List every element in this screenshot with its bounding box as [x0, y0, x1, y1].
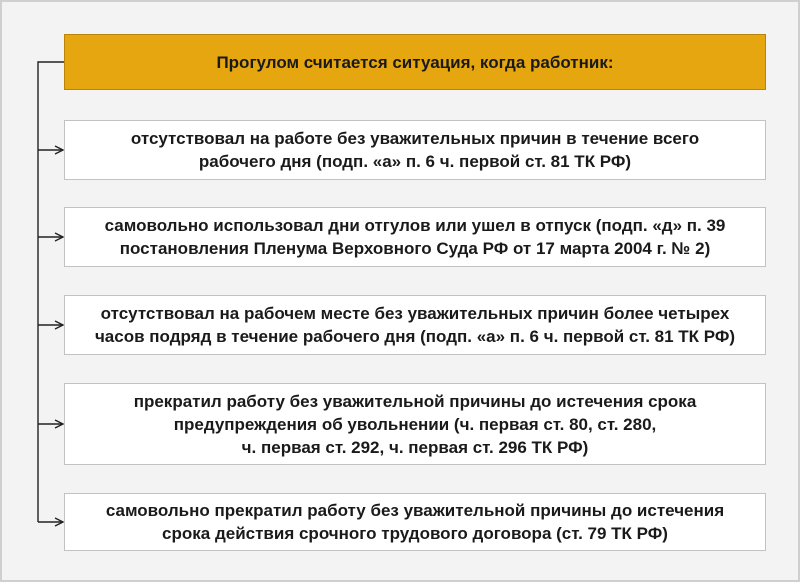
- condition-3-line-2: часов подряд в течение рабочего дня (подп. «а» п. 6 ч. первой ст. 81 ТК РФ): [94, 327, 736, 346]
- header-title: Прогулом считается ситуация, когда работник:: [216, 52, 614, 72]
- condition-box-3: [64, 295, 766, 355]
- condition-5-line-2: срока действия срочного трудового договора (ст. 79 ТК РФ): [162, 524, 668, 543]
- condition-box-1: [64, 120, 766, 180]
- condition-2-line-2: постановления Пленума Верховного Суда РФ от 17 марта 2004 г. № 2): [119, 239, 711, 258]
- condition-5-line-1: самовольно прекратил работу без уважительной причины до истечения: [105, 501, 725, 520]
- condition-box-2: [64, 207, 766, 267]
- condition-1-line-1: отсутствовал на работе без уважительных причин в течение всего: [130, 129, 700, 148]
- condition-3-line-1: отсутствовал на рабочем месте без уважительных причин более четырех: [100, 304, 730, 323]
- condition-box-5: [64, 493, 766, 551]
- condition-4-line-2: предупреждения об увольнении (ч. первая ст. 80, ст. 280,: [173, 414, 657, 434]
- condition-box-4: [64, 383, 766, 465]
- header-box: [64, 34, 766, 90]
- condition-1-line-2: рабочего дня (подп. «а» п. 6 ч. первой ст. 81 ТК РФ): [198, 152, 632, 171]
- condition-4-line-3: ч. первая ст. 292, ч. первая ст. 296 ТК РФ): [241, 437, 589, 457]
- condition-2-line-1: самовольно использовал дни отгулов или ушел в отпуск (подп. «д» п. 39: [104, 216, 726, 235]
- connector-trunk: [38, 62, 64, 522]
- condition-4-line-1: прекратил работу без уважительной причины до истечения срока: [133, 391, 697, 411]
